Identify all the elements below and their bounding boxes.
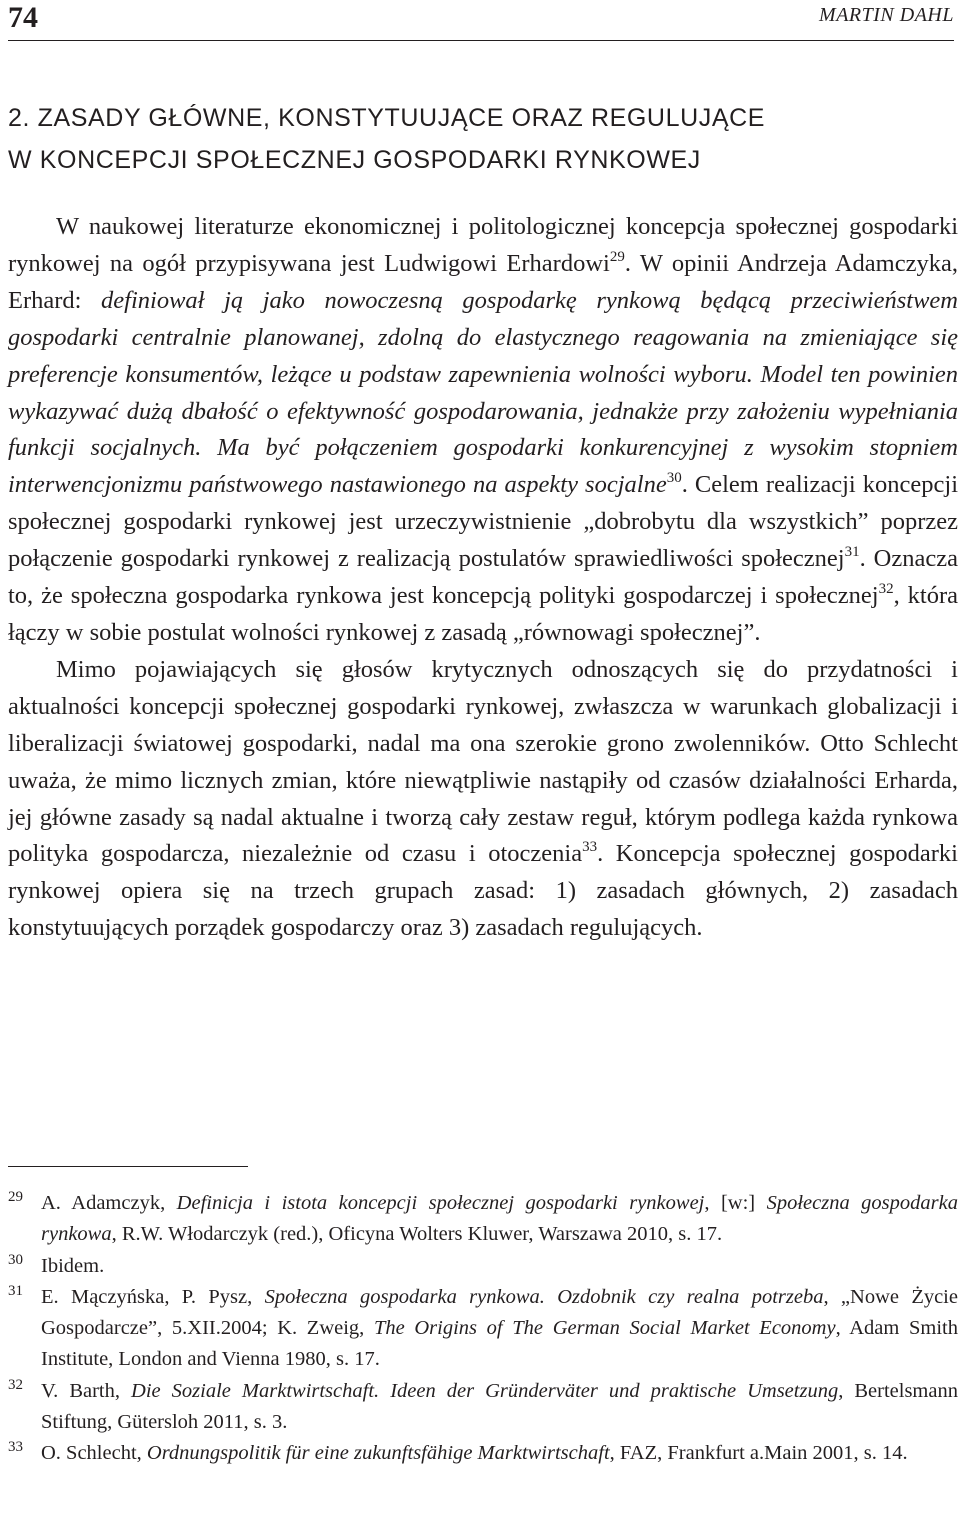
section-title-line-1: ZASADY GŁÓWNE, KONSTYTUUJĄCE ORAZ REGULUJĄCE — [37, 104, 766, 132]
footnote-text: , FAZ, Frankfurt a.Main 2001, s. 14. — [609, 1442, 908, 1465]
footnote-text: , Adam Smith Institute, London and Vienna 1980, s. 17. — [41, 1317, 958, 1371]
page-header — [0, 0, 960, 42]
footnote-ref-29[interactable]: 29 — [609, 248, 625, 265]
body-text — [8, 209, 958, 947]
p2-sentence: Mimo pojawiających się głosów krytycznych odnoszących się do przydatności i aktualności koncepcji społecznej gospodarki rynkowej, zwłaszcza w warunkach globalizacji i liberalizacji światowej gospodarki, nadal ma ona szerokie grono zwolenników. Otto Schlecht uważa, że mimo licznych zmian, które niewątpliwie nastąpiły od czasów działalności Erharda, jej główne zasady są nadal aktualne i tworzą cały zestaw reguł, którym podlega każda rynkowa polityka gospodarcza, niezależnie od czasu i otoczenia — [8, 655, 958, 868]
p1-sentence: W naukowej literaturze ekonomicznej i politologicznej koncepcja społecznej gospodarki rynkowej na ogół przypisywana jest Ludwigowi Erhardowi — [8, 213, 958, 277]
p1-sentence: . W opinii Andrzeja Adamczyka, Erhard: — [8, 249, 958, 314]
footnotes — [8, 1188, 958, 1470]
footnote-number: 33 — [8, 1439, 23, 1456]
footnote-title: Die Soziale Marktwirtschaft. Ideen der Gründerväter und praktische Umsetzung — [131, 1379, 839, 1402]
footnote-29 — [8, 1188, 958, 1251]
footnote-ref-32[interactable]: 32 — [878, 581, 894, 598]
footnote-title: Ordnungspolitik für eine zukunftsfähige Marktwirtschaft — [146, 1442, 610, 1465]
p1-sentence: , która łączy w sobie postulat wolności rynkowej z zasadą „równowagi społecznej”. — [8, 582, 958, 646]
page-number: 74 — [8, 1, 38, 34]
footnote-text: O. Schlecht, — [41, 1442, 147, 1465]
footnote-ref-30[interactable]: 30 — [666, 470, 682, 487]
footnote-title: Społeczna gospodarka rynkowa. Ozdobnik czy realna potrzeba — [264, 1285, 824, 1308]
section-title-line-2: W KONCEPCJI SPOŁECZNEJ GOSPODARKI RYNKOWEJ — [8, 146, 701, 174]
footnote-31 — [8, 1282, 958, 1376]
p2-sentence: . Koncepcja społecznej gospodarki rynkowej opiera się na trzech grupach zasad: 1) zasadach głównych, 2) zasadach konstytuujących porządek gospodarczy oraz 3) zasadach regulujących. — [8, 840, 958, 942]
footnote-text: , R.W. Włodarczyk (red.), Oficyna Wolters Kluwer, Warszawa 2010, s. 17. — [111, 1223, 723, 1246]
paragraph-2 — [8, 652, 958, 947]
footnote-text: E. Mączyńska, P. Pysz, — [41, 1285, 265, 1308]
footnote-number: 32 — [8, 1376, 23, 1393]
footnote-title: Definicja i istota koncepcji społecznej gospodarki rynkowej — [176, 1192, 705, 1214]
footnote-ref-31[interactable]: 31 — [844, 544, 860, 561]
footnote-number: 29 — [8, 1189, 23, 1205]
footnote-text: , „Nowe Życie Gospodarcze”, 5.XII.2004; K. Zweig, — [41, 1285, 958, 1340]
paragraph-1 — [8, 209, 958, 652]
section-heading-line-1 — [8, 97, 948, 139]
footnote-text: Ibidem. — [41, 1254, 105, 1277]
footnote-title: Społeczna gospodarka rynkowa — [41, 1192, 958, 1246]
footnote-text: , [w:] — [704, 1192, 767, 1214]
footnote-text: A. Adamczyk, — [41, 1192, 177, 1214]
footnote-text: , Bertelsmann Stiftung, Gütersloh 2011, s. 3. — [41, 1379, 958, 1434]
footnote-separator — [8, 1166, 248, 1167]
p1-sentence: . Celem realizacji koncepcji społecznej gospodarki rynkowej jest urzeczywistnienie „dobrobytu dla wszystkich” poprzez połączenie gospodarki rynkowej z realizacją postulatów sprawiedliwości społecznej — [8, 471, 958, 573]
footnote-number: 30 — [8, 1251, 23, 1268]
header-rule — [8, 40, 954, 41]
section-number: 2. — [8, 104, 31, 132]
footnote-30 — [8, 1251, 958, 1282]
footnote-32 — [8, 1376, 958, 1439]
footnote-number: 31 — [8, 1282, 23, 1299]
running-head-author: MARTIN DAHL — [819, 4, 954, 26]
footnote-title: The Origins of The German Social Market Economy — [373, 1317, 836, 1340]
p1-sentence: . Oznacza to, że społeczna gospodarka rynkowa jest koncepcją polityki gospodarczej i społecznej — [8, 545, 958, 610]
section-heading — [8, 97, 948, 181]
footnote-text: V. Barth, — [41, 1379, 132, 1402]
p1-quotation: definiował ją jako nowoczesną gospodarkę rynkową będącą przeciwieństwem gospodarki centralnie planowanej, zdolną do elastycznego reagowania na zmieniające się preferencje konsumentów, leżące u podstaw zapewnienia wolności wyboru. Model ten powinien wykazywać dużą dbałość o efektywność gospodarowania, jednakże przy założeniu wypełniania funkcji socjalnych. Ma być połączeniem gospodarki konkurencyjnej z wysokim stopniem interwencjonizmu państwowego nastawionego na aspekty socjalne — [8, 286, 958, 499]
footnote-ref-33[interactable]: 33 — [582, 839, 598, 856]
footnote-33 — [8, 1438, 958, 1469]
